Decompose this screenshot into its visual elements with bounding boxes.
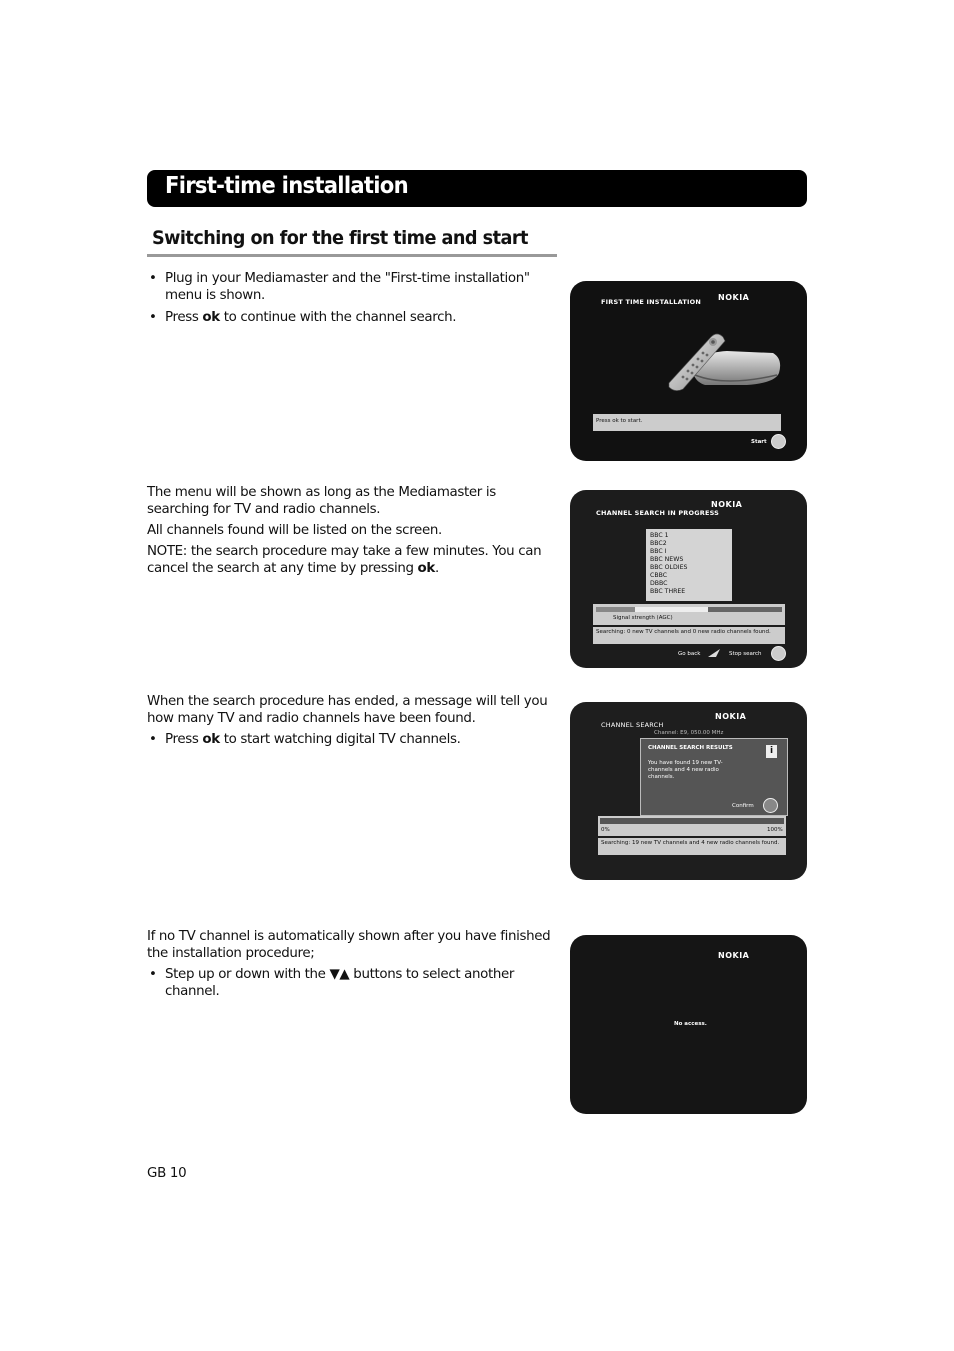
- go-back-label: Go back: [678, 651, 701, 657]
- back-arrow-icon: [707, 648, 721, 658]
- ok-button-icon: [771, 646, 786, 661]
- search-progress-bar: [600, 818, 784, 824]
- progress-end-label: 100%: [767, 827, 783, 833]
- confirm-label: Confirm: [732, 803, 754, 809]
- channel-list-item: BBC 1: [650, 532, 669, 539]
- section-title: Switching on for the first time and start: [152, 227, 528, 249]
- results-dialog: [640, 738, 788, 816]
- progress-start-label: 0%: [601, 827, 610, 833]
- channel-frequency: Channel: E9, 050.00 MHz: [654, 730, 724, 736]
- paragraph: If no TV channel is automatically shown after you have finished the installation procedure;: [147, 929, 551, 961]
- screen-title: FIRST TIME INSTALLATION: [601, 298, 701, 306]
- instructions-block-2: [147, 484, 559, 581]
- signal-strength-fill: [596, 607, 708, 612]
- paragraph: All channels found will be listed on the screen.: [147, 523, 442, 538]
- list-item: • Press ok to start watching digital TV channels.: [147, 731, 559, 748]
- nokia-logo: NOKIA: [715, 712, 747, 721]
- search-progress-panel: [598, 816, 786, 836]
- signal-label: Signal strength (AGC): [613, 615, 673, 621]
- status-message-bar: Press ok to start.: [593, 414, 781, 431]
- start-label: Start: [751, 439, 767, 445]
- nokia-logo: NOKIA: [718, 951, 750, 960]
- search-status-bar: Searching: 19 new TV channels and 4 new radio channels found.: [598, 838, 786, 855]
- channel-list: [646, 529, 732, 601]
- signal-strength-track: [596, 607, 782, 612]
- stop-search-label: Stop search: [729, 651, 762, 657]
- list-item: • Press ok to continue with the channel search.: [147, 309, 559, 326]
- channel-list-item: BBC NEWS: [650, 556, 684, 563]
- tv-screen-channel-search: [570, 490, 807, 668]
- list-item: • Step up or down with the ▼▲ buttons to select another channel.: [147, 966, 559, 1000]
- down-up-arrow-icons: ▼▲: [329, 967, 350, 982]
- chapter-header-bar: [147, 170, 807, 207]
- ok-button-icon: [763, 798, 778, 813]
- channel-list-item: CBBC: [650, 572, 668, 579]
- ok-button-icon: [771, 434, 786, 449]
- no-access-message: No access.: [674, 1021, 707, 1027]
- nokia-logo: NOKIA: [718, 293, 750, 302]
- channel-list-item: BBC OLDIES: [650, 564, 688, 571]
- tv-screen-search-results: [570, 702, 807, 880]
- search-status-bar: Searching: 0 new TV channels and 0 new radio channels found.: [593, 627, 785, 644]
- screen-title: CHANNEL SEARCH: [601, 721, 664, 729]
- info-icon: i: [766, 745, 777, 758]
- instructions-block-1: [147, 270, 559, 331]
- channel-list-item: BBC2: [650, 540, 667, 547]
- channel-list-item: BBC I: [650, 548, 667, 555]
- screen-title: CHANNEL SEARCH IN PROGRESS: [596, 509, 720, 517]
- nokia-logo: NOKIA: [711, 500, 743, 509]
- signal-strength-panel: [593, 604, 785, 625]
- results-title: CHANNEL SEARCH RESULTS: [648, 745, 733, 751]
- paragraph: NOTE: the search procedure may take a few minutes. You can cancel the search at any time by pressing ok.: [147, 544, 542, 576]
- section-divider: [147, 254, 557, 257]
- tv-screen-no-access: [570, 935, 807, 1114]
- chapter-title: First-time installation: [165, 173, 408, 199]
- instructions-block-4: [147, 928, 559, 1005]
- list-item: • Plug in your Mediamaster and the "First-time installation" menu is shown.: [147, 270, 559, 304]
- paragraph: When the search procedure has ended, a message will tell you how many TV and radio channels have been found.: [147, 694, 548, 726]
- channel-list-item: DBBC: [650, 580, 668, 587]
- paragraph: The menu will be shown as long as the Mediamaster is searching for TV and radio channels.: [147, 485, 496, 517]
- results-text: You have found 19 new TV-channels and 4 new radio channels.: [648, 760, 723, 780]
- page-number: GB 10: [147, 1166, 187, 1181]
- tv-screen-first-time-installation: [570, 281, 807, 461]
- instructions-block-3: [147, 693, 559, 753]
- channel-list-item: BBC THREE: [650, 588, 686, 595]
- set-top-box-and-remote-image: [665, 329, 785, 395]
